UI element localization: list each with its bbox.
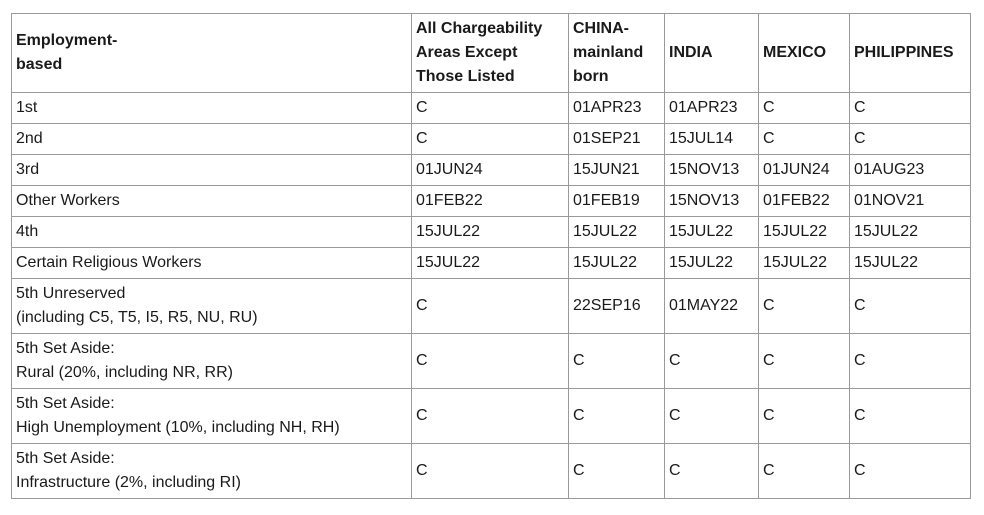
row-label-line: 4th xyxy=(16,223,39,240)
date-cell: C xyxy=(412,334,569,389)
header-label-line: Those Listed xyxy=(416,68,515,85)
row-label-cell xyxy=(12,334,412,389)
date-cell: C xyxy=(569,389,665,444)
date-cell: 01JUN24 xyxy=(412,155,569,186)
row-label-cell xyxy=(12,217,412,248)
date-cell: C xyxy=(569,444,665,499)
date-cell: 15JUL22 xyxy=(665,248,759,279)
header-label-line: born xyxy=(573,68,609,85)
date-cell: 01AUG23 xyxy=(850,155,971,186)
date-cell: 01FEB22 xyxy=(412,186,569,217)
header-label-line: mainland xyxy=(573,44,644,61)
header-row xyxy=(12,14,971,93)
header-label-line: MEXICO xyxy=(763,44,827,61)
date-cell: 01FEB19 xyxy=(569,186,665,217)
date-cell: 01FEB22 xyxy=(759,186,850,217)
table-row xyxy=(12,389,971,444)
date-cell: 01JUN24 xyxy=(759,155,850,186)
row-label-line: 2nd xyxy=(16,130,43,147)
table-row xyxy=(12,248,971,279)
date-cell: 15JUL14 xyxy=(665,124,759,155)
date-cell: C xyxy=(665,334,759,389)
date-cell: 15JUL22 xyxy=(412,248,569,279)
row-label-line: Certain Religious Workers xyxy=(16,254,202,271)
row-label-cell xyxy=(12,93,412,124)
date-cell: C xyxy=(850,93,971,124)
date-cell: 15JUL22 xyxy=(850,248,971,279)
date-cell: C xyxy=(412,444,569,499)
date-cell: 01APR23 xyxy=(569,93,665,124)
header-all-chargeability xyxy=(412,14,569,93)
date-cell: C xyxy=(759,444,850,499)
date-cell: C xyxy=(759,124,850,155)
row-label-cell xyxy=(12,155,412,186)
table-row xyxy=(12,93,971,124)
date-cell: C xyxy=(759,334,850,389)
row-label-cell xyxy=(12,248,412,279)
date-cell: C xyxy=(569,334,665,389)
date-cell: C xyxy=(412,389,569,444)
row-label-line: 3rd xyxy=(16,161,40,178)
date-cell: C xyxy=(665,389,759,444)
date-cell: C xyxy=(850,389,971,444)
header-label-line: CHINA- xyxy=(573,20,629,37)
date-cell: C xyxy=(850,279,971,334)
header-label-line: Employment- xyxy=(16,32,118,49)
header-label-line: PHILIPPINES xyxy=(854,44,954,61)
header-mexico xyxy=(759,14,850,93)
table-row xyxy=(12,334,971,389)
row-label-cell xyxy=(12,444,412,499)
date-cell: 15NOV13 xyxy=(665,155,759,186)
row-label-cell xyxy=(12,279,412,334)
date-cell: 15JUL22 xyxy=(850,217,971,248)
row-label-line: 1st xyxy=(16,99,38,116)
date-cell: C xyxy=(850,334,971,389)
date-cell: 22SEP16 xyxy=(569,279,665,334)
header-philippines xyxy=(850,14,971,93)
date-cell: C xyxy=(412,279,569,334)
date-cell: C xyxy=(759,389,850,444)
table-row xyxy=(12,279,971,334)
date-cell: C xyxy=(759,279,850,334)
date-cell: C xyxy=(412,93,569,124)
date-cell: C xyxy=(412,124,569,155)
header-label-line: Areas Except xyxy=(416,44,518,61)
date-cell: 01APR23 xyxy=(665,93,759,124)
row-label-line: 5th Set Aside: xyxy=(16,340,115,357)
date-cell: 15JUL22 xyxy=(412,217,569,248)
date-cell: C xyxy=(759,93,850,124)
date-cell: C xyxy=(850,444,971,499)
table-row xyxy=(12,217,971,248)
visa-bulletin-table xyxy=(11,13,971,499)
table-row xyxy=(12,444,971,499)
row-label-line: (including C5, T5, I5, R5, NU, RU) xyxy=(16,309,258,326)
row-label-line: Infrastructure (2%, including RI) xyxy=(16,474,241,491)
date-cell: 15JUL22 xyxy=(569,248,665,279)
table-row xyxy=(12,124,971,155)
header-label-line: INDIA xyxy=(669,44,713,61)
row-label-line: 5th Set Aside: xyxy=(16,450,115,467)
table-row xyxy=(12,155,971,186)
header-india xyxy=(665,14,759,93)
header-china xyxy=(569,14,665,93)
table-row xyxy=(12,186,971,217)
row-label-cell xyxy=(12,186,412,217)
row-label-line: 5th Unreserved xyxy=(16,285,126,302)
date-cell: 15JUN21 xyxy=(569,155,665,186)
date-cell: 01MAY22 xyxy=(665,279,759,334)
date-cell: 01SEP21 xyxy=(569,124,665,155)
header-employment-based xyxy=(12,14,412,93)
date-cell: 15JUL22 xyxy=(759,248,850,279)
row-label-line: 5th Set Aside: xyxy=(16,395,115,412)
date-cell: C xyxy=(850,124,971,155)
date-cell: 15JUL22 xyxy=(569,217,665,248)
date-cell: 15NOV13 xyxy=(665,186,759,217)
table-body xyxy=(12,93,971,499)
row-label-line: Rural (20%, including NR, RR) xyxy=(16,364,233,381)
row-label-line: High Unemployment (10%, including NH, RH) xyxy=(16,419,340,436)
row-label-cell xyxy=(12,124,412,155)
date-cell: 15JUL22 xyxy=(665,217,759,248)
row-label-cell xyxy=(12,389,412,444)
date-cell: 15JUL22 xyxy=(759,217,850,248)
date-cell: 01NOV21 xyxy=(850,186,971,217)
row-label-line: Other Workers xyxy=(16,192,120,209)
date-cell: C xyxy=(665,444,759,499)
header-label-line: All Chargeability xyxy=(416,20,543,37)
header-label-line: based xyxy=(16,56,63,73)
